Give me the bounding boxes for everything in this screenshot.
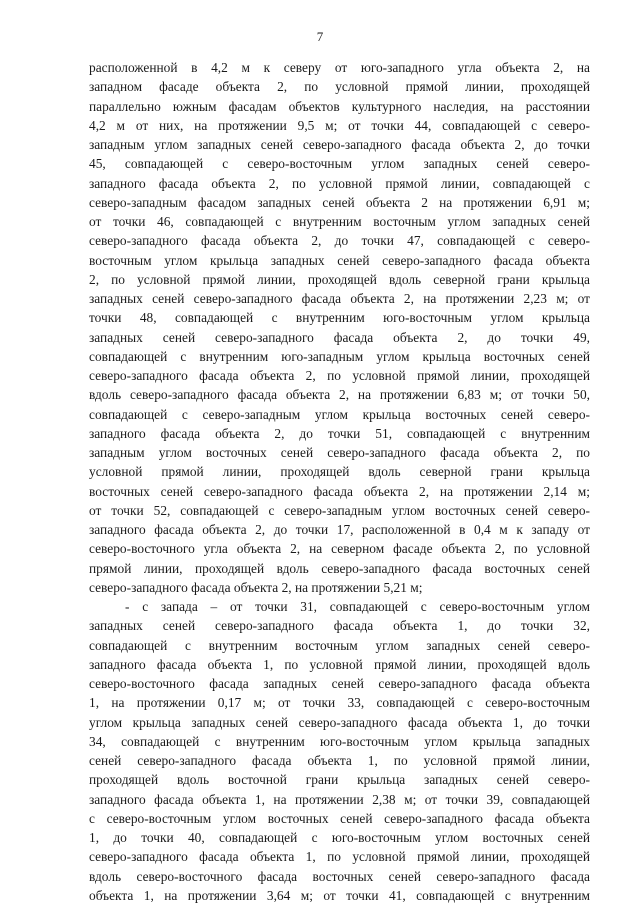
text-line: западных сеней северо-западного фасада объекта 2, до точки 49, (89, 329, 590, 345)
text-line: прямой линии, проходящей вдоль северо-западного фасада восточных сеней (89, 560, 590, 576)
text-line: совпадающей с северо-западным углом крыльца восточных сеней северо- (89, 406, 590, 422)
text-line: северо-западного фасада объекта 2, до точки 47, совпадающей с северо- (89, 233, 590, 249)
text-line: с северо-восточным углом восточных сеней северо-западного фасада объекта (89, 810, 590, 826)
page-number: 7 (316, 29, 324, 44)
text-line: - с запада – от точки 31, совпадающей с северо-восточным углом (125, 599, 590, 614)
text-line: западным углом западных сеней северо-западного фасада объекта 2, до точки (89, 137, 590, 152)
text-line: западных сеней северо-западного фасада объекта 1, до точки 32, (89, 618, 590, 634)
text-line: 1, до точки 40, совпадающей с юго-восточным углом восточных сеней (89, 830, 590, 845)
text-line: расположенной в 4,2 м к северу от юго-западного угла объекта 2, на (89, 60, 590, 75)
text-line: объекта 1, на протяжении 3,64 м; от точки 41, совпадающей с внутренним (89, 887, 590, 903)
text-line: вдоль северо-западного фасада объекта 2, на протяжении 6,83 м; от точки 50, (89, 387, 590, 403)
text-line: западного фасада объекта 2, до точки 51, совпадающей с внутренним (89, 425, 590, 441)
text-line: северо-западным фасадом западных сеней объекта 2 на протяжении 6,91 м; (89, 194, 590, 210)
text-line: западного фасада объекта 1, на протяжении 2,38 м; от точки 39, совпадающей (89, 791, 590, 807)
text-line: 45, совпадающей с северо-восточным углом западных сеней северо- (89, 156, 590, 172)
text-line: северо-восточного фасада западных сеней северо-западного фасада объекта (89, 676, 590, 691)
text-line: западного фасада объекта 1, по условной прямой линии, проходящей вдоль (89, 656, 590, 672)
text-line: совпадающей с внутренним юго-западным углом крыльца восточных сеней (89, 348, 590, 364)
document-body (89, 58, 590, 905)
text-line: совпадающей с внутренним восточным углом западных сеней северо- (89, 637, 590, 653)
text-line: северо-западного фасада объекта 2, на протяжении 5,21 м; (89, 579, 423, 595)
text-line: параллельно южным фасадам объектов культурного наследия, на расстоянии (89, 98, 590, 114)
text-line: 2, по условной прямой линии, проходящей вдоль северной грани крыльца (89, 271, 590, 287)
text-line: северо-восточного угла объекта 2, на северном фасаде объекта 2, по условной (89, 541, 590, 557)
text-line: западных сеней северо-западного фасада объекта 2, на протяжении 2,23 м; от (89, 291, 590, 306)
text-line: западного фасада объекта 2, до точки 17, расположенной в 0,4 м к западу от (89, 522, 590, 537)
text-line: 4,2 м от них, на протяжении 9,5 м; от точки 44, совпадающей с северо- (89, 117, 590, 133)
text-line: западного фасада объекта 2, по условной прямой линии, совпадающей с (89, 175, 590, 191)
text-line: условной прямой линии, проходящей вдоль северной грани крыльца (89, 464, 590, 480)
text-line: от точки 46, совпадающей с внутренним восточным углом западных сеней (89, 214, 590, 229)
text-line: от точки 52, совпадающей с северо-западным углом восточных сеней северо- (89, 502, 590, 518)
text-line: углом крыльца западных сеней северо-западного фасада объекта 1, до точки (89, 714, 590, 730)
text-line: проходящей вдоль восточной грани крыльца западных сеней северо- (89, 772, 590, 788)
paragraph-1 (89, 58, 590, 597)
text-line: 1, на протяжении 0,17 м; от точки 33, совпадающей с северо-восточным (89, 695, 590, 711)
text-line: восточным углом крыльца западных сеней северо-западного фасада объекта (89, 252, 590, 268)
text-line: западным углом восточных сеней северо-западного фасада объекта 2, по (89, 445, 590, 460)
text-line: западном фасаде объекта 2, по условной прямой линии, проходящей (89, 79, 590, 95)
text-line: вдоль северо-восточного фасада восточных сеней северо-западного фасада (89, 868, 590, 884)
text-line: северо-западного фасада объекта 2, по условной прямой линии, проходящей (89, 368, 590, 383)
paragraph-2 (89, 597, 590, 905)
text-line: сеней северо-западного фасада объекта 1, по условной прямой линии, (89, 753, 590, 768)
text-line: точки 48, совпадающей с внутренним юго-восточным углом крыльца (89, 310, 590, 326)
text-line: восточных сеней северо-западного фасада объекта 2, на протяжении 2,14 м; (89, 483, 590, 499)
text-line: 34, совпадающей с внутренним юго-восточным углом крыльца западных (89, 733, 590, 749)
text-line: северо-западного фасада объекта 1, по условной прямой линии, проходящей (89, 849, 590, 865)
